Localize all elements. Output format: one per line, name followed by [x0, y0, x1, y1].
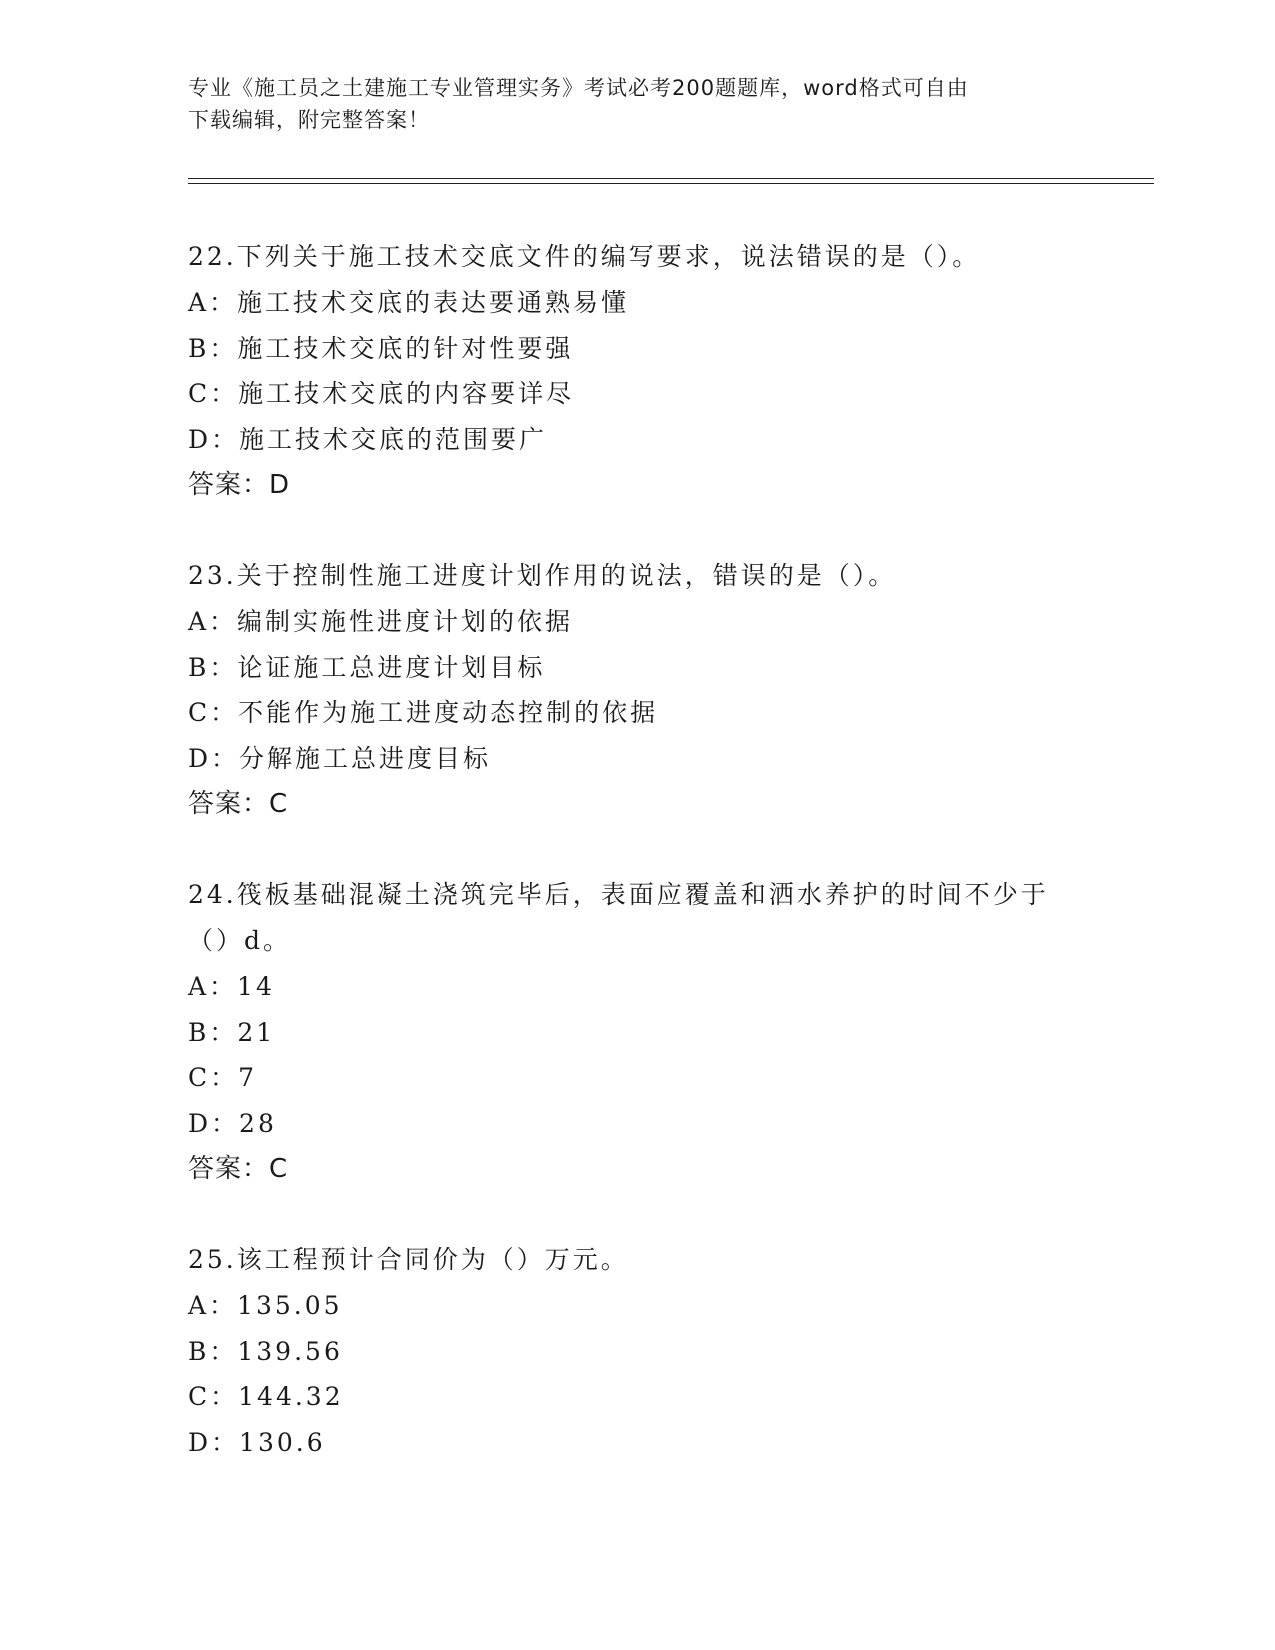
question-stem: 25.该工程预计合同价为（）万元。 — [188, 1245, 629, 1274]
option-d: D：130.6 — [188, 1427, 326, 1457]
document-header — [188, 72, 1088, 136]
option-d: D：28 — [188, 1108, 277, 1138]
header-divider-bottom — [188, 183, 1154, 184]
header-divider-top — [188, 178, 1154, 179]
question-24 — [188, 872, 1088, 1192]
option-a: A：135.05 — [188, 1291, 343, 1320]
answer: 答案：C — [188, 789, 289, 819]
answer: 答案：D — [188, 470, 291, 500]
option-c: C：不能作为施工进度动态控制的依据 — [188, 698, 659, 727]
option-c: C：144.32 — [188, 1382, 344, 1411]
option-a: A：编制实施性进度计划的依据 — [188, 607, 574, 636]
header-line-1: 专业《施工员之土建施工专业管理实务》考试必考200题题库，word格式可自由 — [188, 76, 969, 100]
question-22 — [188, 234, 1088, 508]
option-b: B：139.56 — [188, 1336, 343, 1366]
question-stem: 22.下列关于施工技术交底文件的编写要求，说法错误的是（）。 — [188, 242, 981, 271]
question-25 — [188, 1237, 1088, 1465]
question-23 — [188, 553, 1088, 827]
option-b: B：施工技术交底的针对性要强 — [188, 333, 574, 363]
option-d: D：分解施工总进度目标 — [188, 743, 492, 773]
answer: 答案：C — [188, 1154, 289, 1184]
header-line-2: 下载编辑，附完整答案！ — [188, 108, 430, 132]
option-b: B：论证施工总进度计划目标 — [188, 652, 546, 682]
option-b: B：21 — [188, 1017, 276, 1047]
question-stem: 23.关于控制性施工进度计划作用的说法，错误的是（）。 — [188, 561, 897, 590]
option-a: A：施工技术交底的表达要通熟易懂 — [188, 288, 630, 317]
option-c: C：施工技术交底的内容要详尽 — [188, 379, 575, 408]
question-stem-line-2: （）d。 — [188, 926, 292, 955]
option-a: A：14 — [188, 972, 275, 1001]
option-c: C：7 — [188, 1063, 258, 1092]
question-stem-line-1: 24.筏板基础混凝土浇筑完毕后，表面应覆盖和洒水养护的时间不少于 — [188, 880, 1049, 909]
option-d: D：施工技术交底的范围要广 — [188, 424, 548, 454]
